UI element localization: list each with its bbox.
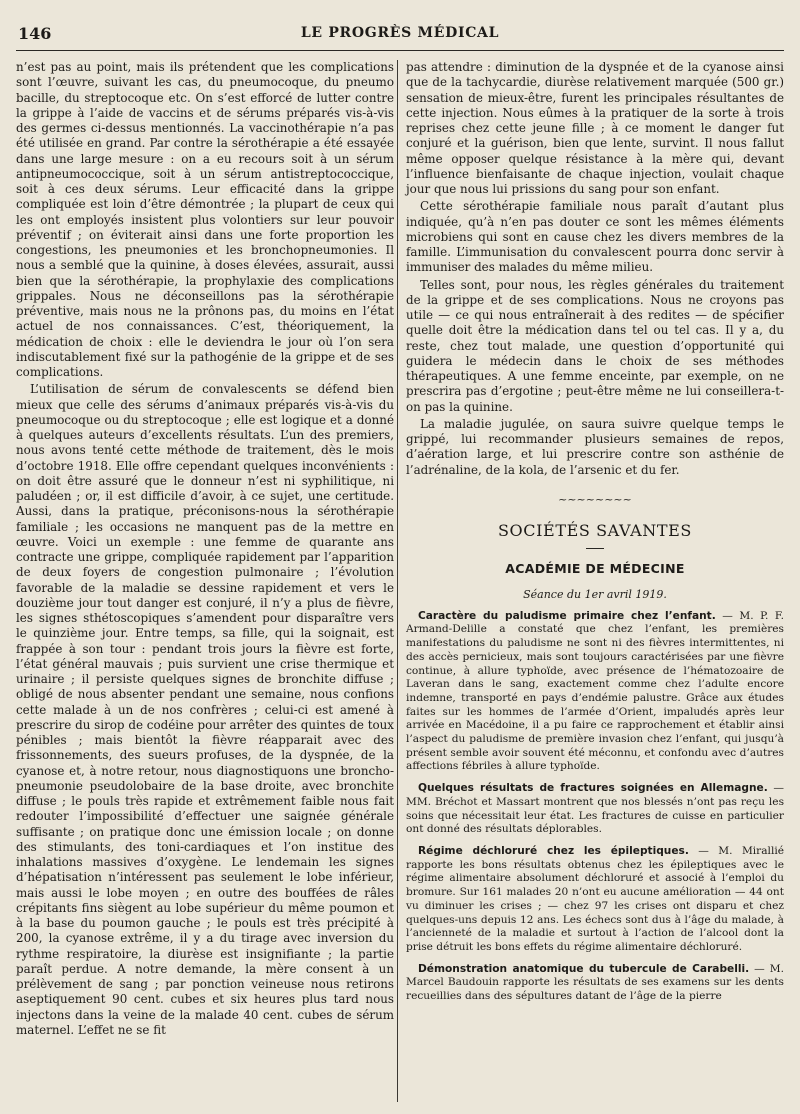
page-header bbox=[16, 22, 784, 42]
report-title: Quelques résultats de fractures soignées en Allemagne. bbox=[418, 782, 768, 795]
report-item bbox=[406, 845, 784, 955]
seance-date: Séance du 1er avril 1919. bbox=[523, 587, 667, 601]
report-item bbox=[406, 963, 784, 1004]
right-paragraph: Telles sont, pour nous, les règles générales du traitement de la grippe et de ses complications. Nous ne croyons pas utile — ce qui nous entraînerait à des redites — de spécifier quelle doit être la médication dans tel ou tel cas. Il y a, du reste, chez tout malade, une question d’opportunité qui guidera le médecin dans le choix de ses méthodes thérapeutiques. A une femme enceinte, par exemple, on ne prescrira pas d’ergotine ; peut-être même ne lui conseillera-t-on pas la quinine. bbox=[406, 277, 784, 414]
section-title: SOCIÉTÉS SAVANTES bbox=[498, 521, 692, 540]
reports-list bbox=[406, 610, 784, 1004]
journal-title: LE PROGRÈS MÉDICAL bbox=[300, 25, 500, 41]
report-body: — M. Mirallié rapporte les bons résultats obtenus chez les épileptiques avec le régime alimentaire absolument déchloruré et associé à l’emploi du bromure. Sur 161 malades 20 n’ont eu aucune amélioration — 44 ont vu diminuer les crises ; — chez 97 les crises ont disparu et chez quelques-uns depuis 12 ans. Les échecs sont dus à l’âge du malade, à l’ancienneté de la maladie et surtout à l’action de l’alcool dont la prise détruit les bons effets du régime alimentaire déchloruré. bbox=[406, 845, 784, 953]
left-column bbox=[16, 60, 394, 1040]
right-paragraph: La maladie jugulée, on saura suivre quelque temps le grippé, lui recommander plusieurs semaines de repos, d’aération large, et lui prescrire contre son asthénie de l’adrénaline, de la kola, de l’arsenic et du fer. bbox=[406, 416, 784, 477]
report-item bbox=[406, 782, 784, 837]
left-paragraph: n’est pas au point, mais ils prétendent que les complications sont l’œuvre, suivant les cas, du pneumocoque, du pneumo bacille, du streptocoque etc. On s’est efforcé de lutter contre la grippe à l’aide de vaccins et de sérums préparés vis-à-vis des germes ci-dessus mentionnés. La vaccinothérapie n’a pas été utilisée en grand. Par contre la sérothérapie a été essayée dans une large mesure : on a eu recours soit à un sérum antipneumococcique, soit à un sérum antistreptococcique, soit à ces deux sérums. Leur efficacité dans la grippe compliquée est loin d’être démontrée ; la plupart de ceux qui les ont employés insistent plus volontiers sur leur pouvoir préventif ; on éviterait ainsi dans une forte proportion les congestions, les pneumonies et les bronchopneumonies. Il nous a semblé que la quinine, à doses élevées, assurait, aussi bien que la sérothérapie, la prophylaxie des complications grippales. Nous ne déconseillons pas la sérothérapie préventive, mais nous ne la prônons pas, du moins en l’état actuel de nos connaissances. C’est, théoriquement, la médication de choix : elle le deviendra le jour où l’on sera indiscutablement fixé sur la pathogénie de la grippe et de ses complications. bbox=[16, 60, 394, 379]
left-paragraph: L’utilisation de sérum de convalescents se défend bien mieux que celle des sérums d’animaux préparés vis-à-vis du pneumocoque ou du streptocoque ; elle est logique et a donné à quelques auteurs d’excellents résultats. L’un des premiers, nous avons tenté cette méthode de traitement, dès le mois d’octobre 1918. Elle offre cependant quelques inconvénients : on doit être assuré que le donneur n’est ni syphilitique, ni paludéen ; or, il est difficile d’avoir, à ce sujet, une certitude. Aussi, dans la pratique, préconisons-nous la sérothérapie familiale ; les occasions ne manquent pas de la mettre en œuvre. Voici un exemple : une femme de quarante ans contracte une grippe, compliquée rapidement par l’apparition de deux foyers de congestion pulmonaire ; l’évolution favorable de la maladie se dessine rapidement et vers le douzième jour tout danger est conjuré, il n’y a plus de fièvre, les signes sthétoscopiques s’amendent pour disparaître vers le quinzième jour. Entre temps, sa fille, qui la soignait, est frappée à son tour : pendant trois jours la fièvre est forte, l’état général mauvais ; puis survient une crise thermique et urinaire ; il persiste quelques signes de bronchite diffuse ; obligé de nous absenter pendant une semaine, nous confions cette malade à un de nos confrères ; celui-ci est amené à prescrire du sirop de codéine pour arrêter des quintes de toux pénibles ; mais bientôt la fièvre réapparait avec des frissonnements, des sueurs profuses, de la dyspnée, de la cyanose et, à notre retour, nous diagnostiquons une broncho-pneumonie pseudolobaire de la base droite, avec bronchite diffuse ; le pouls très rapide et extrêmement faible nous fait redouter l’impossibilité d’effectuer une saignée générale suffisante ; on pratique donc une émission locale ; on donne des stimulants, des toni-cardiaques et l’on institue des inhalations massives d’oxygène. Le lendemain les signes d’hépatisation n’intéressent pas seulement le lobe inférieur, mais aussi le lobe moyen ; en outre des bouffées de râles crépitants fins siègent au lobe supérieur du même poumon et à la base du poumon gauche ; le pouls est très précipité à 200, la cyanose extrême, il y a du tirage avec inversion du rythme respiratoire, la diurèse est insignifiante ; la partie paraît perdue. A notre demande, la mère consent à un prélèvement de sang ; par ponction veineuse nous retirons aseptiquement 90 cent. cubes et six heures plus tard nous injectons dans la veine de la malade 40 cent. cubes de sérum maternel. L’effet ne se fit bbox=[16, 382, 394, 1037]
section-ornament: ~~~~~~~~ bbox=[558, 492, 632, 506]
report-body: — M. P. F. Armand-Delille a constaté que chez l’enfant, les premières manifestations du paludisme ne sont ni des fièvres intermittentes, ni des accès pernicieux, mais sont toujours caractérisées par une fièvre continue, à allure typhoïde, avec présence de l’hématozoaire de Laveran dans le sang, exactement comme chez l’adulte encore indemne, transporté en pays d’endémie palustre. Grâce aux études faites sur les hommes de l’armée d’Orient, impaludés après leur arrivée en Macédoine, il a pu faire ce rapprochement et établir ainsi l’aspect du paludisme de première invasion chez l’enfant, qui jusqu’à présent semble avoir souvent été méconnu, et confondu avec d’autres affections fébriles à allure typhoïde. bbox=[406, 609, 784, 773]
section-rule bbox=[586, 548, 604, 549]
right-column bbox=[406, 60, 784, 1012]
column-divider bbox=[397, 60, 398, 1102]
report-title: Caractère du paludisme primaire chez l’enfant. bbox=[418, 609, 716, 622]
report-item bbox=[406, 610, 784, 774]
right-paragraph: Cette sérothérapie familiale nous paraît d’autant plus indiquée, qu’à n’en pas douter ce sont les mêmes éléments microbiens qui sont en cause chez les divers membres de la famille. L’immunisation du convalescent pourra donc servir à immuniser des malades du même milieu. bbox=[406, 199, 784, 275]
report-body: — MM. Bréchot et Massart montrent que nos blessés n’ont pas reçu les soins que nécessitait leur état. Les fractures de cuisse en particulier ont donné des résultats déplorables. bbox=[406, 782, 784, 836]
page-number: 146 bbox=[18, 24, 52, 43]
header-rule bbox=[16, 50, 784, 51]
report-title: Démonstration anatomique du tubercule de Carabelli. bbox=[418, 962, 750, 975]
report-title: Régime déchloruré chez les épileptiques. bbox=[418, 845, 689, 857]
academy-heading: ACADÉMIE DE MÉDECINE bbox=[505, 561, 685, 577]
report-body: — M. Marcel Baudouin rapporte les résultats de ses examens sur les dents recueillies dans des sépultures datant de l’âge de la pierre bbox=[406, 962, 784, 1003]
right-paragraph: pas attendre : diminution de la dyspnée et de la cyanose ainsi que de la tachycardie, diurèse relativement marquée (500 gr.) sensation de mieux-être, furent les principales résultantes de cette injection. Nous eûmes à la pratiquer de la sorte à trois reprises chez cette jeune fille ; à ce moment le danger fut conjuré et la guérison, bien que lente, survint. Il nous fallut même opposer quelque résistance à la mère qui, devant l’influence bienfaisante de chaque injection, voulait chaque jour que nous lui prissions du sang pour son enfant. bbox=[406, 60, 784, 196]
